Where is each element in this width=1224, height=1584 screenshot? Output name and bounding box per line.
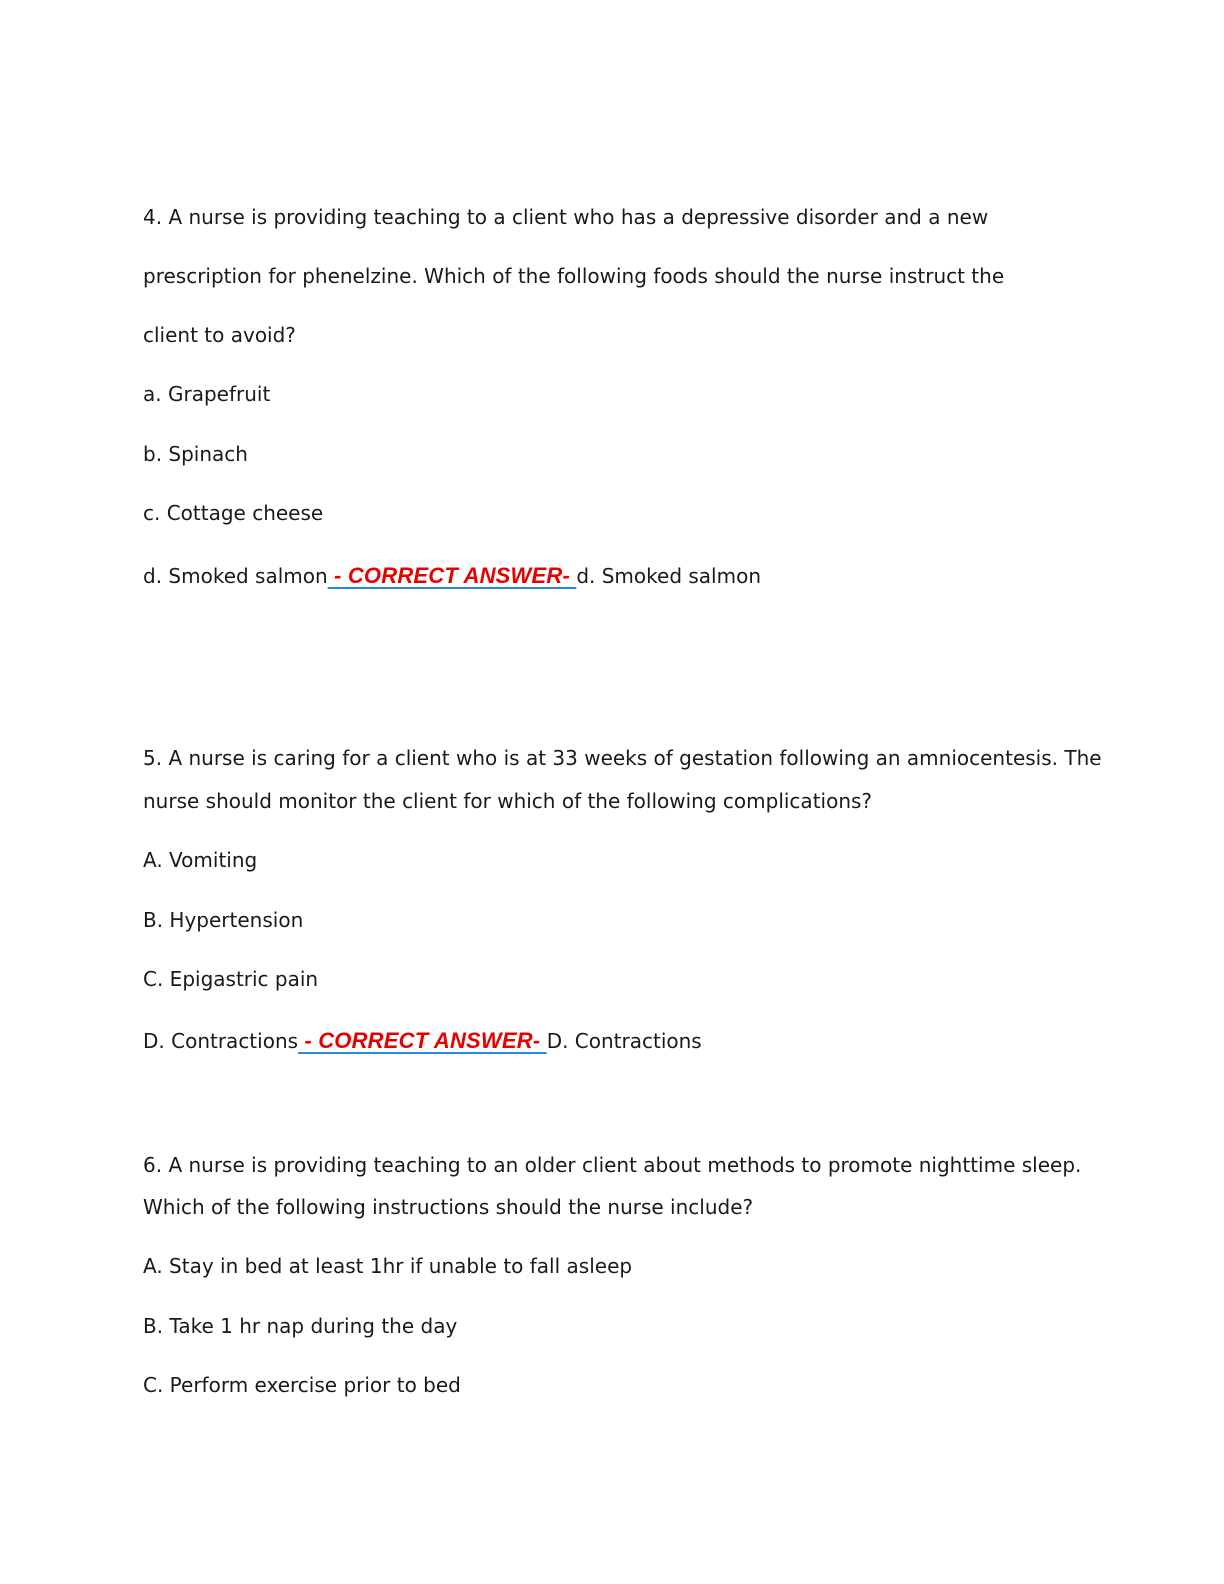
answer-option: C. Perform exercise prior to bed [143, 1373, 461, 1397]
answer-option: d. Smoked salmon [143, 564, 328, 588]
question-stem-line: 4. A nurse is providing teaching to a client who has a depressive disorder and a new [143, 205, 989, 229]
answer-option: b. Spinach [143, 442, 248, 466]
answer-option: D. Contractions [143, 1029, 299, 1053]
answer-option: c. Cottage cheese [143, 501, 324, 525]
correct-answer-text: D. Contractions [546, 1029, 702, 1053]
answer-option: B. Hypertension [143, 908, 304, 932]
question-stem-line: 6. A nurse is providing teaching to an older client about methods to promote nighttime sleep. [143, 1153, 1082, 1177]
answer-option: a. Grapefruit [143, 382, 271, 406]
correct-answer-marker: - CORRECT ANSWER- [298, 1028, 547, 1053]
answer-option-with-key [143, 563, 761, 589]
answer-option: A. Stay in bed at least 1hr if unable to fall asleep [143, 1254, 633, 1278]
answer-option-with-key [143, 1028, 702, 1054]
question-stem-line: prescription for phenelzine. Which of the following foods should the nurse instruct the [143, 264, 1005, 288]
correct-answer-marker: - CORRECT ANSWER- [327, 563, 577, 588]
answer-option: C. Epigastric pain [143, 967, 319, 991]
question-stem-line: Which of the following instructions should the nurse include? [143, 1195, 754, 1219]
answer-option: B. Take 1 hr nap during the day [143, 1314, 458, 1338]
question-stem-line: nurse should monitor the client for which of the following complications? [143, 789, 873, 813]
answer-option: A. Vomiting [143, 848, 258, 872]
correct-answer-text: d. Smoked salmon [576, 564, 762, 588]
question-stem-line: client to avoid? [143, 323, 296, 347]
question-stem-line: 5. A nurse is caring for a client who is at 33 weeks of gestation following an amniocentesis. The [143, 746, 1102, 770]
